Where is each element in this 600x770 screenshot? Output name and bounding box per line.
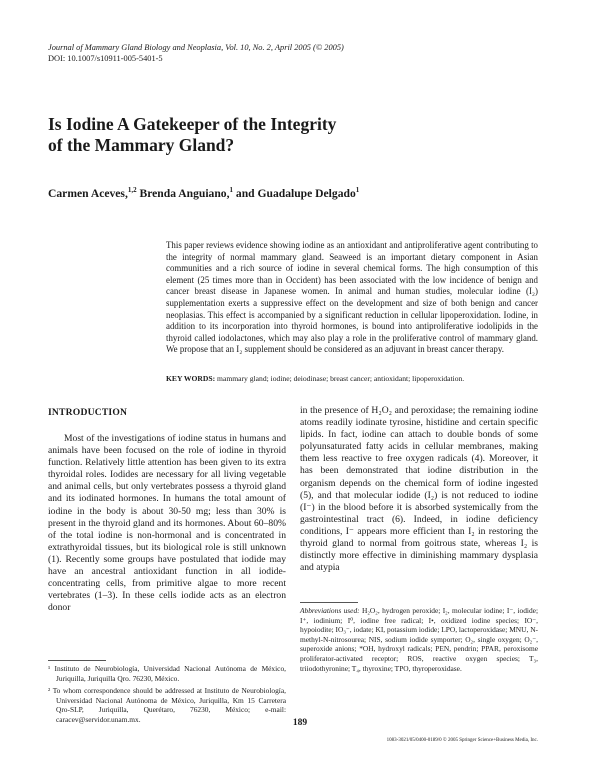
keywords-text: mammary gland; iodine; deiodinase; breast cancer; antioxidant; lipoperoxidation.: [215, 374, 465, 383]
author-1-affil: 1,2: [127, 186, 137, 194]
right-column: [300, 405, 538, 574]
intro-paragraph-left: Most of the investigations of iodine status in humans and animals have been focused on the role of iodine in thyroid function. Relatively little attention has been given to its extra thyroidal roles. Iodides are necessary for all living vegetable and animal cells, but only vertebrates possess a thyroid gland and its iodinated hormones. In humans the total amount of iodine in the body is about 30-50 mg; less than 30% is present in the thyroid gland and its hormones. About 60–80% of the total iodine is non-hormonal and is concentrated in extrathyroidal tissues, but its biological role is still unknown (1). Recently some groups have postulated that iodide may have an ancestral antioxidant function in all iodide-concentrating cells, from primitive algae to more recent vertebrates (1–3). In these cells iodide acts as an electron donor: [48, 433, 286, 614]
footnote-2: ² To whom correspondence should be addressed at Instituto de Neurobiología, Universidad Nacional Autónoma de México, Juriquilla, Km 15 Carretera Qro-SLP, Juriquilla, Querétaro, 76230, México; e-mail: caracev@servidor.unam.mx.: [48, 686, 286, 724]
left-column: [48, 407, 286, 614]
abstract: This paper reviews evidence showing iodine as an antioxidant and antiproliferative agent contributing to the integrity of normal mammary gland. Seaweed is an important dietary component in Asian communities and a rich source of iodine in several chemical forms. The high consumption of this element (25 times more than in Occident) has been associated with the low incidence of benign and cancer breast disease in Japanese women. In animal and human studies, molecular iodine (I₂) supplementation exerts a suppressive effect on the development and size of both benign and cancer neoplasias. This effect is accompanied by a significant reduction in cellular lipoperoxidation. Iodine, in addition to its incorporation into thyroid hormones, is bound into antiproliferative iodolipids in the thyroid called iodolactones, which may also play a role in the proliferative control of mammary gland. We propose that an I₂ supplement should be considered as an adjuvant in breast cancer therapy.: [166, 240, 538, 355]
abbreviations-footnote: [300, 606, 538, 673]
author-list: [48, 183, 528, 201]
copyright-line: 1083-3021/05/0400-0189/0 © 2005 Springer Science+Business Media, Inc.: [386, 738, 538, 743]
title-line-1: Is Iodine A Gatekeeper of the Integrity: [48, 114, 337, 134]
author-2: Brenda Anguiano,: [136, 186, 230, 200]
keywords: [166, 374, 538, 384]
keywords-label: KEY WORDS:: [166, 374, 216, 383]
page-number: 189: [292, 718, 308, 728]
footnote-divider-left: [48, 660, 106, 661]
doi: DOI: 10.1007/s10911-005-5401-5: [48, 54, 163, 63]
intro-paragraph-right: in the presence of H₂O₂ and peroxidase; the remaining iodine atoms readily iodinate tyrosine, histidine and certain specific lipids. In fact, iodine can attach to double bonds of some polyunsaturated fatty acids in cellular membranes, making them less reactive to free oxygen radicals (4). Moreover, it has been demonstrated that iodine distribution in the organism depends on the chemical form of iodine ingested (5), and that molecular iodide (I₂) is not reduced to iodine (I⁻) in the blood before it is absorbed systemically from the gastrointestinal tract (6). Indeed, in iodine deficiency conditions, I⁻ appears more efficient than I₂ in restoring the thyroid gland to normal from goitrous state, whereas I₂ is distinctly more effective in diminishing mammary dysplasia and atypia: [300, 405, 538, 574]
title-line-2: of the Mammary Gland?: [48, 135, 235, 155]
journal-citation: Journal of Mammary Gland Biology and Neoplasia, Vol. 10, No. 2, April 2005 (© 2005): [48, 43, 344, 52]
article-title: [48, 114, 448, 156]
abbreviations-text: H₂O₂, hydrogen peroxide; I₂, molecular iodine; I⁻, iodide; I⁺, iodinium; I⁰, iodine free radical; I•, oxidized iodine species; IO⁻, hypoiodite; IO₃⁻, iodate; KI, potassium iodide; LPO, lactoperoxidase; MNU, N-methyl-N-nitrosourea; NIS, sodium iodide symporter; O₂, single oxygen; O₂⁻, superoxide anions; *OH, hydroxyl radicals; PEN, pendrin; PPAR, peroxisome proliferator-activated receptor; ROS, reactive oxygen species; T₃, triiodothyronine; T₄, thyroxine; TPO, thyroperoxidase.: [300, 606, 539, 673]
author-2-affil: 1: [229, 186, 233, 194]
footnote-1: ¹ Instituto de Neurobiología, Universidad Nacional Autónoma de México, Juriquilla, Juriquilla Qro. 76230, México.: [48, 664, 286, 683]
author-1: Carmen Aceves,: [48, 186, 128, 200]
author-3-affil: 1: [355, 186, 360, 194]
section-heading: INTRODUCTION: [48, 407, 128, 418]
footnote-divider-right: [300, 602, 358, 603]
abbreviations-label: Abbreviations used:: [300, 606, 360, 615]
author-3: and Guadalupe Delgado: [233, 186, 356, 200]
